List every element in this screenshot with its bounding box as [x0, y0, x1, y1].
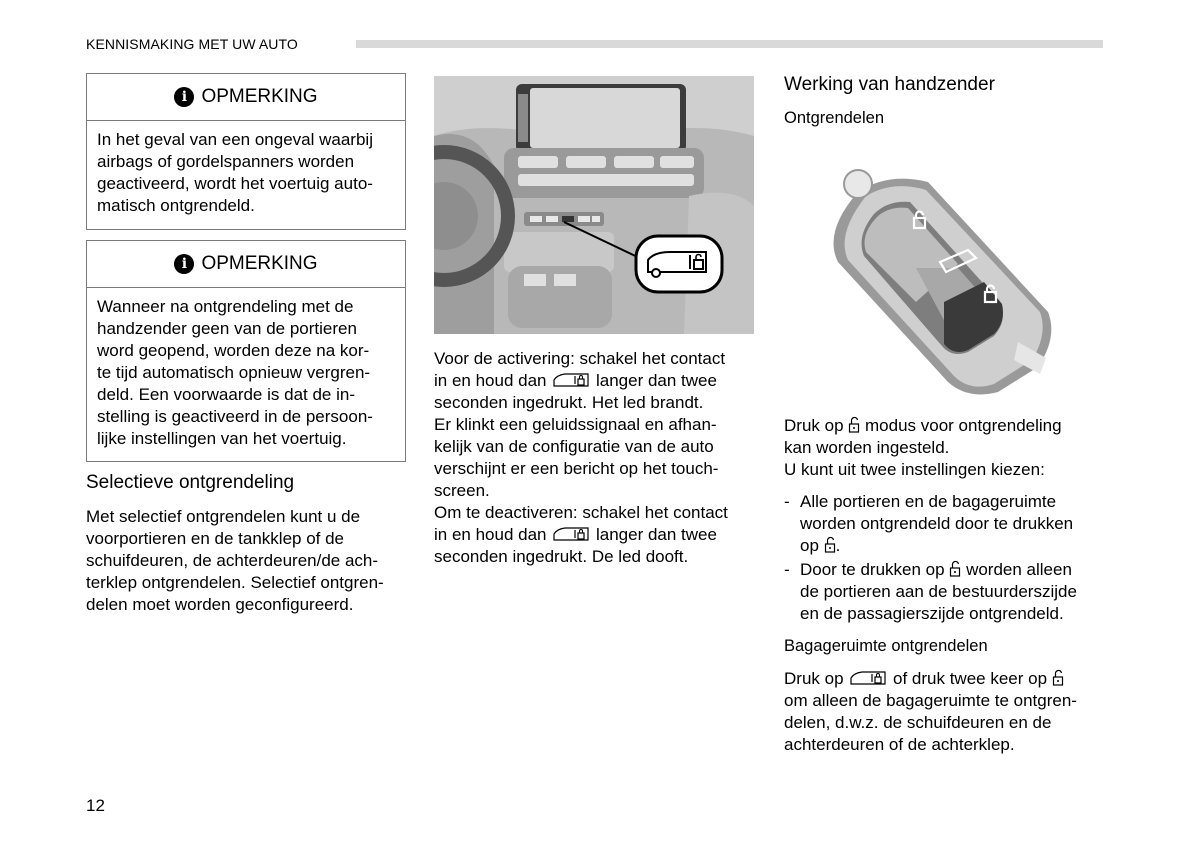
- text-line: seconden ingedrukt. Het led brandt.: [434, 393, 704, 412]
- bullet-cab-doors: [784, 559, 1114, 625]
- text-line: [434, 370, 764, 392]
- note-line: te tijd automatisch opnieuw vergren-: [97, 363, 371, 382]
- text-line: om alleen de bagageruimte te ontgren-: [784, 691, 1077, 710]
- note-line: stelling is geactiveerd in de persoon-: [97, 407, 373, 426]
- text-line: schuifdeuren, de achterdeuren/de ach-: [86, 551, 379, 570]
- remote-heading: Werking van handzender: [784, 74, 995, 95]
- note-body: [87, 288, 405, 460]
- text-fragment: langer dan twee: [595, 525, 717, 544]
- unlock-text: [784, 415, 1114, 481]
- text-line: Met selectief ontgrendelen kunt u de: [86, 507, 361, 526]
- van-lock-button-icon: [551, 525, 591, 543]
- van-lock-button-icon: [551, 371, 591, 389]
- text-fragment: .: [835, 536, 841, 555]
- text-line: [800, 559, 1114, 581]
- unlock-padlock-icon: [848, 416, 860, 434]
- text-line: worden ontgrendeld door te drukken: [800, 514, 1074, 533]
- note-line: handzender geen van de portieren: [97, 319, 357, 338]
- text-fragment: op: [800, 536, 819, 555]
- text-line: screen.: [434, 481, 490, 500]
- text-line: [784, 668, 1114, 690]
- text-line: Er klinkt een geluidssignaal en afhan-: [434, 415, 717, 434]
- text-fragment: modus voor ontgrendeling: [865, 416, 1062, 435]
- van-lock-button-icon: [848, 669, 888, 687]
- text-fragment: in en houd dan: [434, 371, 547, 390]
- activation-text: [434, 348, 764, 568]
- note-box-airbag: [86, 73, 406, 230]
- text-line: voorportieren en de tankklep of de: [86, 529, 345, 548]
- note-line: airbags of gordelspanners worden: [97, 152, 355, 171]
- selective-heading: Selectieve ontgrendeling: [86, 472, 295, 493]
- text-line: U kunt uit twee instellingen kiezen:: [784, 460, 1045, 479]
- text-line: [434, 524, 764, 546]
- cargo-unlock-text: [784, 668, 1114, 756]
- info-icon: i: [174, 254, 194, 274]
- section-title: KENNISMAKING MET UW AUTO: [86, 36, 298, 52]
- text-line: kan worden ingesteld.: [784, 438, 950, 457]
- note-line: Wanneer na ontgrendeling met de: [97, 297, 354, 316]
- text-line: Voor de activering: schakel het contact: [434, 349, 726, 368]
- note-line: In het geval van een ongeval waarbij: [97, 130, 373, 149]
- header-rule: [356, 40, 1103, 48]
- text-fragment: of druk twee keer op: [893, 669, 1048, 688]
- note-title: [87, 241, 405, 288]
- page-number: 12: [86, 796, 105, 815]
- note-line: deld. Een voorwaarde is dat de in-: [97, 385, 355, 404]
- note-title-text: OPMERKING: [201, 86, 318, 107]
- note-line: word geopend, worden deze na kor-: [97, 341, 370, 360]
- unlock-padlock-icon: [1052, 669, 1064, 687]
- text-line: [800, 535, 1114, 557]
- text-fragment: in en houd dan: [434, 525, 547, 544]
- selective-text: [86, 506, 384, 616]
- unlock-subheading: Ontgrendelen: [784, 109, 884, 127]
- text-line: Om te deactiveren: schakel het contact: [434, 503, 728, 522]
- text-line: en de passagierszijde ontgrendeld.: [800, 604, 1064, 623]
- note-line: lijke instellingen van het voertuig.: [97, 429, 347, 448]
- note-title: [87, 74, 405, 121]
- note-title-text: OPMERKING: [201, 253, 318, 274]
- text-line: delen moet worden geconfigureerd.: [86, 595, 354, 614]
- text-fragment: langer dan twee: [595, 371, 717, 390]
- text-line: verschijnt er een bericht op het touch-: [434, 459, 719, 478]
- key-remote-illustration: [818, 152, 1068, 400]
- note-box-relock: [86, 240, 406, 462]
- text-fragment: Druk op: [784, 669, 844, 688]
- text-line: seconden ingedrukt. De led dooft.: [434, 547, 689, 566]
- text-line: delen, d.w.z. de schuifdeuren en de: [784, 713, 1052, 732]
- note-body: [87, 121, 405, 227]
- text-fragment: Door te drukken op: [800, 560, 945, 579]
- note-line: matisch ontgrendeld.: [97, 196, 255, 215]
- text-line: de portieren aan de bestuurderszijde: [800, 582, 1077, 601]
- text-line: achterdeuren of de achterklep.: [784, 735, 1015, 754]
- cargo-unlock-subheading: Bagageruimte ontgrendelen: [784, 637, 988, 655]
- bullet-dash: -: [784, 492, 790, 511]
- text-line: Alle portieren en de bagageruimte: [800, 492, 1057, 511]
- text-line: [784, 415, 1114, 437]
- unlock-padlock-icon: [824, 536, 836, 554]
- bullet-dash: -: [784, 560, 790, 579]
- dashboard-illustration: [434, 76, 754, 334]
- note-line: geactiveerd, wordt het voertuig auto-: [97, 174, 373, 193]
- text-fragment: worden alleen: [966, 560, 1072, 579]
- text-line: terklep ontgrendelen. Selectief ontgren-: [86, 573, 384, 592]
- info-icon: i: [174, 87, 194, 107]
- text-fragment: Druk op: [784, 416, 844, 435]
- bullet-all-doors: [784, 491, 1114, 557]
- text-line: kelijk van de configuratie van de auto: [434, 437, 714, 456]
- unlock-padlock-icon: [949, 560, 961, 578]
